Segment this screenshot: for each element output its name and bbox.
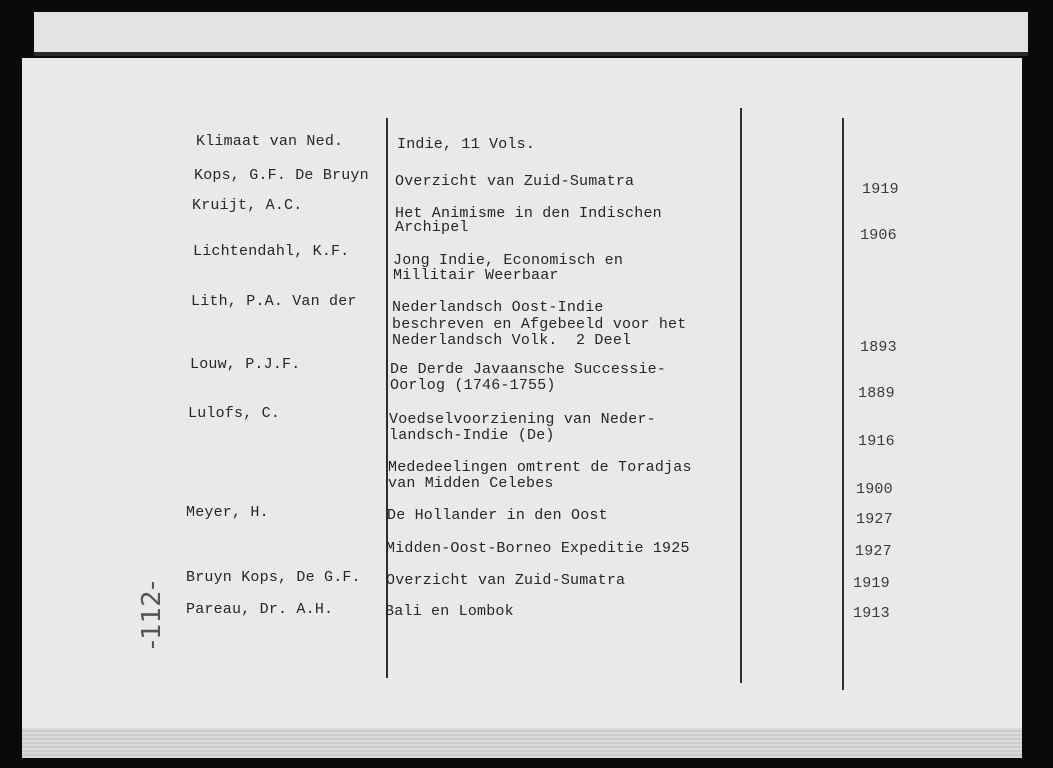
entry-year: 1900 [856,481,893,498]
entry-title-continued: Nederlandsch Volk. 2 Deel [392,332,632,349]
top-card-edge [34,52,1028,56]
catalog-card [22,58,1022,758]
entry-year: 1893 [860,339,897,356]
entry-title: Jong Indie, Economisch en [393,252,624,269]
top-card-strip [34,12,1028,56]
entry-author: Lichtendahl, K.F. [193,243,350,260]
entry-author: Kruijt, A.C. [192,197,303,214]
column-rule-author [386,118,388,678]
entry-title: De Derde Javaansche Successie- [390,361,667,378]
entry-title-continued: Millitair Weerbaar [393,267,559,284]
entry-year: 1916 [858,433,895,450]
card-stack-bottom [22,728,1022,758]
entry-year: 1919 [853,575,890,592]
entry-title: Overzicht van Zuid-Sumatra [395,173,635,190]
entry-author: Louw, P.J.F. [190,356,301,373]
entry-author: Bruyn Kops, De G.F. [186,569,361,586]
entry-title-continued: landsch-Indie (De) [389,427,555,444]
entry-title-continued: beschreven en Afgebeeld voor het [392,316,687,333]
entry-author: Meyer, H. [186,504,269,521]
entry-year: 1913 [853,605,890,622]
entry-title: Midden-Oost-Borneo Expeditie 1925 [386,540,690,557]
entry-author: Kops, G.F. De Bruyn [194,167,369,184]
entry-title-continued: Oorlog (1746-1755) [390,377,556,394]
entry-author: Lith, P.A. Van der [191,293,357,310]
entry-title: Het Animisme in den Indischen [395,205,662,222]
entry-author: Pareau, Dr. A.H. [186,601,334,618]
entry-title: Overzicht van Zuid-Sumatra [386,572,626,589]
entry-year: 1919 [862,181,899,198]
entry-title: Voedselvoorziening van Neder- [389,411,656,428]
entry-title: Mededeelingen omtrent de Toradjas [388,459,692,476]
entry-year: 1889 [858,385,895,402]
entry-author: Lulofs, C. [188,405,281,422]
entry-year: 1927 [855,543,892,560]
entry-title: Indie, 11 Vols. [397,136,536,153]
entry-year: 1906 [860,227,897,244]
column-rule-year [842,118,844,690]
margin-page-number: -112- [137,580,167,650]
entry-year: 1927 [856,511,893,528]
entry-title: De Hollander in den Oost [387,507,608,524]
column-rule-title [740,108,742,683]
entry-author: Klimaat van Ned. [196,133,344,150]
entry-title-continued: van Midden Celebes [388,475,554,492]
entry-title: Nederlandsch Oost-Indie [392,299,604,316]
entry-title: Bali en Lombok [385,603,514,620]
entry-title-continued: Archipel [395,219,469,236]
